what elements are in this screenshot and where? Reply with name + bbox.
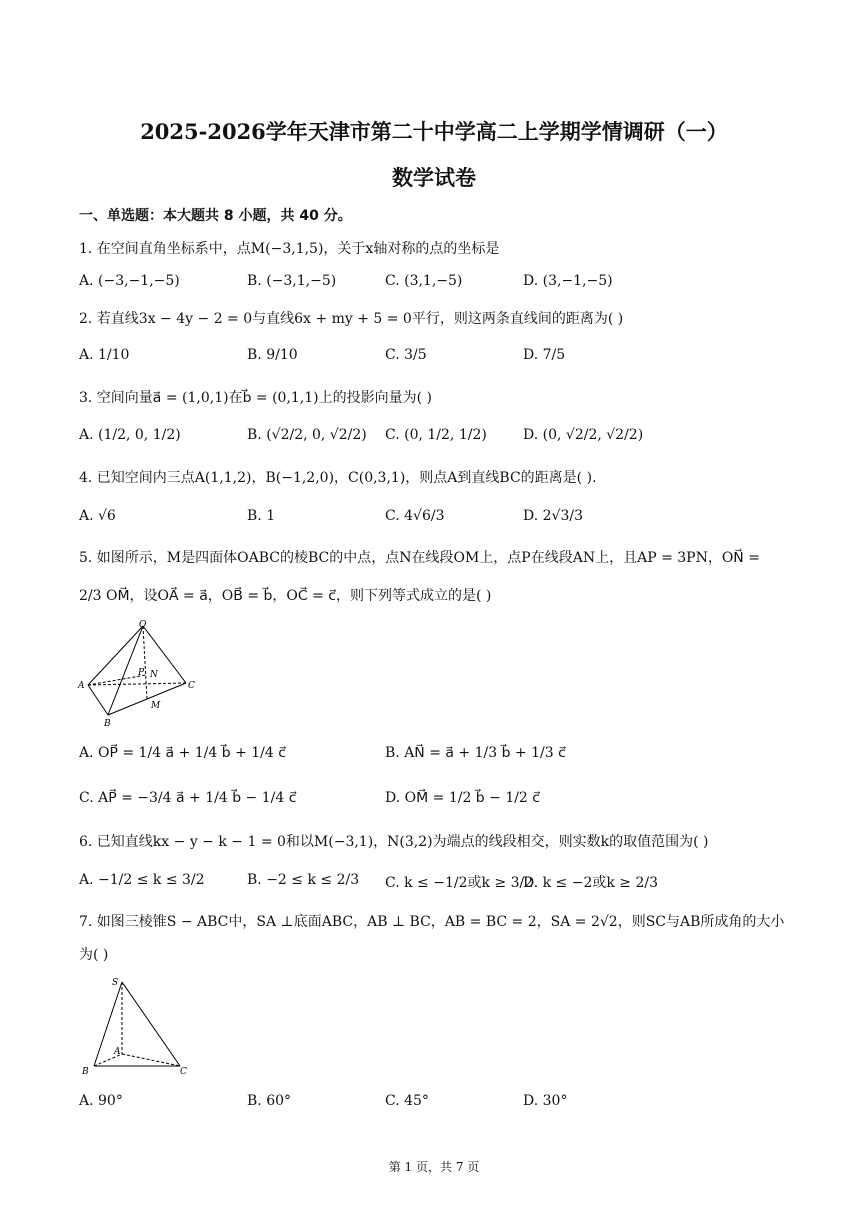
question-6-option-b: B. −2 ≤ k ≤ 2/3 bbox=[247, 872, 360, 888]
label-a: A bbox=[78, 681, 85, 691]
question-7-stem: 7. 如图三棱锥S − ABC中，SA ⊥底面ABC，AB ⊥ BC，AB = BC = 2，SA = 2√2，则SC与AB所成角的大小 bbox=[79, 914, 785, 930]
question-3-option-b: B. (√2/2, 0, √2/2) bbox=[247, 427, 367, 443]
question-3-option-c: C. (0, 1/2, 1/2) bbox=[385, 427, 487, 443]
question-1-option-d: D. (3,−1,−5) bbox=[523, 273, 613, 289]
label-n: N bbox=[150, 670, 158, 680]
question-6-option-a: A. −1/2 ≤ k ≤ 3/2 bbox=[79, 872, 205, 888]
label-b: B bbox=[82, 1067, 89, 1077]
page-footer: 第 1 页，共 7 页 bbox=[388, 1160, 480, 1174]
label-m: M bbox=[151, 701, 161, 711]
label-p: P bbox=[138, 668, 145, 678]
question-5-option-a: A. OP⃗ = 1/4 a⃗ + 1/4 b⃗ + 1/4 c⃗ bbox=[79, 745, 286, 761]
question-2-option-a: A. 1/10 bbox=[79, 347, 130, 363]
label-c: C bbox=[188, 681, 195, 691]
question-5-option-d: D. OM⃗ = 1/2 b⃗ − 1/2 c⃗ bbox=[385, 790, 540, 806]
page-title: 2025-2026学年天津市第二十中学高二上学期学情调研（一） bbox=[140, 119, 728, 144]
question-4-stem: 4. 已知空间内三点A(1,1,2)，B(−1,2,0)，C(0,3,1)，则点A到直线BC的距离是( ). bbox=[79, 470, 597, 486]
question-4-option-d: D. 2√3/3 bbox=[523, 508, 583, 524]
question-7-stem-continued: 为( ) bbox=[79, 947, 109, 963]
label-a: A bbox=[114, 1047, 121, 1057]
label-c: C bbox=[180, 1067, 187, 1077]
question-6-stem: 6. 已知直线kx − y − k − 1 = 0和以M(−3,1)，N(3,2)为端点的线段相交，则实数k的取值范围为( ) bbox=[79, 834, 709, 850]
question-1-stem: 1. 在空间直角坐标系中，点M(−3,1,5)，关于x轴对称的点的坐标是 bbox=[79, 241, 500, 257]
question-7-option-b: B. 60° bbox=[247, 1093, 292, 1109]
question-1-option-c: C. (3,1,−5) bbox=[385, 273, 463, 289]
question-2-option-b: B. 9/10 bbox=[247, 347, 298, 363]
question-5-option-c: C. AP⃗ = −3/4 a⃗ + 1/4 b⃗ − 1/4 c⃗ bbox=[79, 790, 297, 806]
section-heading: 一、单选题：本大题共 8 小题，共 40 分。 bbox=[79, 208, 352, 224]
question-5-option-b: B. AN⃗ = a⃗ + 1/3 b⃗ + 1/3 c⃗ bbox=[385, 745, 566, 761]
question-4-option-c: C. 4√6/3 bbox=[385, 508, 445, 524]
label-b: B bbox=[104, 719, 111, 728]
label-s: S bbox=[112, 978, 119, 988]
page-subtitle: 数学试卷 bbox=[392, 165, 476, 190]
pyramid-figure bbox=[76, 974, 196, 1080]
question-5-stem: 5. 如图所示，M是四面体OABC的棱BC的中点，点N在线段OM上，点P在线段AN上，且AP = 3PN，ON⃗ = bbox=[79, 550, 760, 566]
question-2-option-d: D. 7/5 bbox=[523, 347, 566, 363]
question-1-option-a: A. (−3,−1,−5) bbox=[79, 273, 180, 289]
question-4-option-b: B. 1 bbox=[247, 508, 276, 524]
question-4-option-a: A. √6 bbox=[79, 508, 116, 524]
question-3-stem: 3. 空间向量a⃗ = (1,0,1)在b⃗ = (0,1,1)上的投影向量为( ) bbox=[79, 390, 433, 406]
question-7-option-d: D. 30° bbox=[523, 1093, 568, 1109]
question-5-stem-continued: 2/3 OM⃗，设OA⃗ = a⃗，OB⃗ = b⃗，OC⃗ = c⃗，则下列等式成立的是( ) bbox=[79, 588, 492, 604]
question-1-option-b: B. (−3,1,−5) bbox=[247, 273, 337, 289]
question-3-option-a: A. (1/2, 0, 1/2) bbox=[79, 427, 181, 443]
question-6-option-c: C. k ≤ −1/2或k ≥ 3/2 bbox=[385, 875, 534, 891]
question-2-option-c: C. 3/5 bbox=[385, 347, 427, 363]
label-o: O bbox=[139, 620, 147, 630]
question-7-option-a: A. 90° bbox=[79, 1093, 123, 1109]
question-6-option-d: D. k ≤ −2或k ≥ 2/3 bbox=[523, 875, 659, 891]
question-3-option-d: D. (0, √2/2, √2/2) bbox=[523, 427, 644, 443]
question-7-option-c: C. 45° bbox=[385, 1093, 429, 1109]
tetrahedron-figure bbox=[76, 618, 202, 728]
question-2-stem: 2. 若直线3x − 4y − 2 = 0与直线6x + my + 5 = 0平行，则这两条直线间的距离为( ) bbox=[79, 311, 624, 327]
